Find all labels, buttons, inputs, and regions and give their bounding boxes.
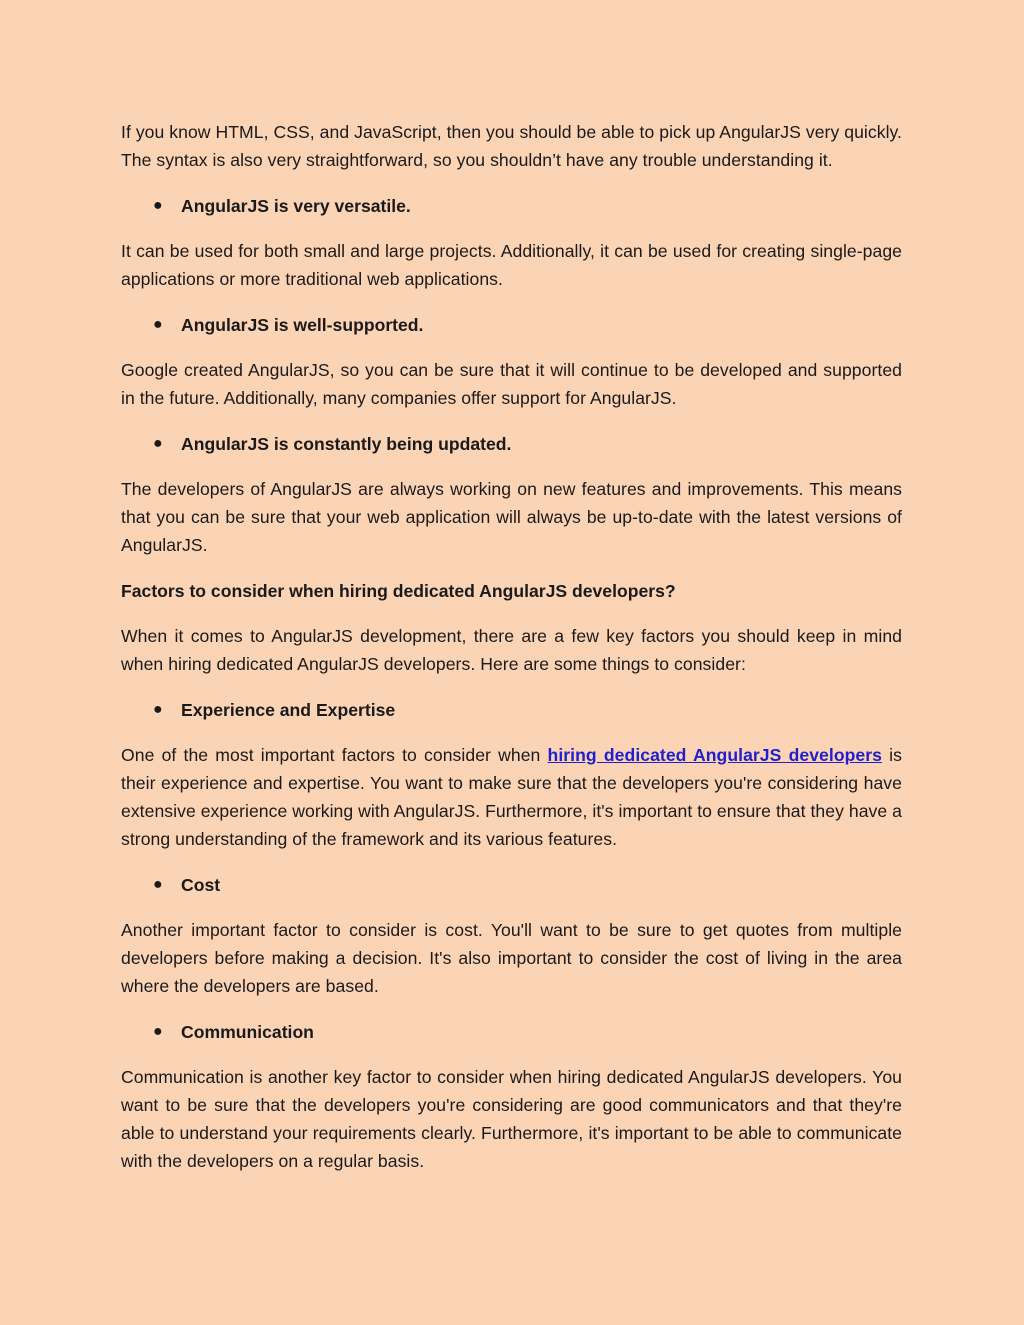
bullet-label: AngularJS is constantly being updated. (181, 434, 512, 454)
bullet-experience (121, 696, 902, 724)
bullet-versatile (121, 192, 902, 220)
bullet-icon: ● (153, 876, 163, 893)
text-segment: is their experience and expertise. You want to make sure that the developers you're considering have extensive experience working with AngularJS. Furthermore, it's important to ensure that they have a strong understanding of the framework and its various features. (121, 745, 902, 849)
bullet-label: Experience and Expertise (181, 700, 396, 720)
paragraph-factors-intro: When it comes to AngularJS development, there are a few key factors you should keep in mind when hiring dedicated AngularJS developers. Here are some things to consider: (121, 626, 902, 674)
bullet-icon: ● (153, 435, 163, 452)
bullet-cost (121, 871, 902, 899)
bullet-icon: ● (153, 316, 163, 333)
paragraph-versatile: It can be used for both small and large projects. Additionally, it can be used for creating single-page applications or more traditional web applications. (121, 241, 902, 289)
paragraph-well-supported: Google created AngularJS, so you can be sure that it will continue to be developed and supported in the future. Additionally, many companies offer support for AngularJS. (121, 360, 902, 408)
bullet-icon: ● (153, 1023, 163, 1040)
text-segment: One of the most important factors to consider when (121, 745, 548, 765)
paragraph-intro: If you know HTML, CSS, and JavaScript, then you should be able to pick up AngularJS very quickly. The syntax is also very straightforward, so you shouldn’t have any trouble understanding it. (121, 122, 903, 170)
hiring-developers-link[interactable]: hiring dedicated AngularJS developers (547, 745, 882, 765)
bullet-icon: ● (153, 701, 163, 718)
bullet-label: AngularJS is very versatile. (181, 196, 411, 216)
bullet-updated (121, 430, 902, 458)
paragraph-experience (121, 741, 902, 853)
section-heading: Factors to consider when hiring dedicated AngularJS developers? (121, 581, 676, 601)
paragraph-updated: The developers of AngularJS are always working on new features and improvements. This means that you can be sure that your web application will always be up-to-date with the latest versions of AngularJS. (121, 479, 902, 555)
bullet-label: Communication (181, 1022, 314, 1042)
bullet-label: AngularJS is well-supported. (181, 315, 424, 335)
bullet-well-supported (121, 311, 902, 339)
paragraph-cost: Another important factor to consider is cost. You'll want to be sure to get quotes from multiple developers before making a decision. It's also important to consider the cost of living in the area where the developers are based. (121, 920, 902, 996)
bullet-icon: ● (153, 197, 163, 214)
bullet-communication (121, 1018, 902, 1046)
bullet-label: Cost (181, 875, 221, 895)
paragraph-communication: Communication is another key factor to consider when hiring dedicated AngularJS developers. You want to be sure that the developers you're considering are good communicators and that they're able to understand your requirements clearly. Furthermore, it's important to be able to communicate with the developers on a regular basis. (121, 1067, 902, 1171)
